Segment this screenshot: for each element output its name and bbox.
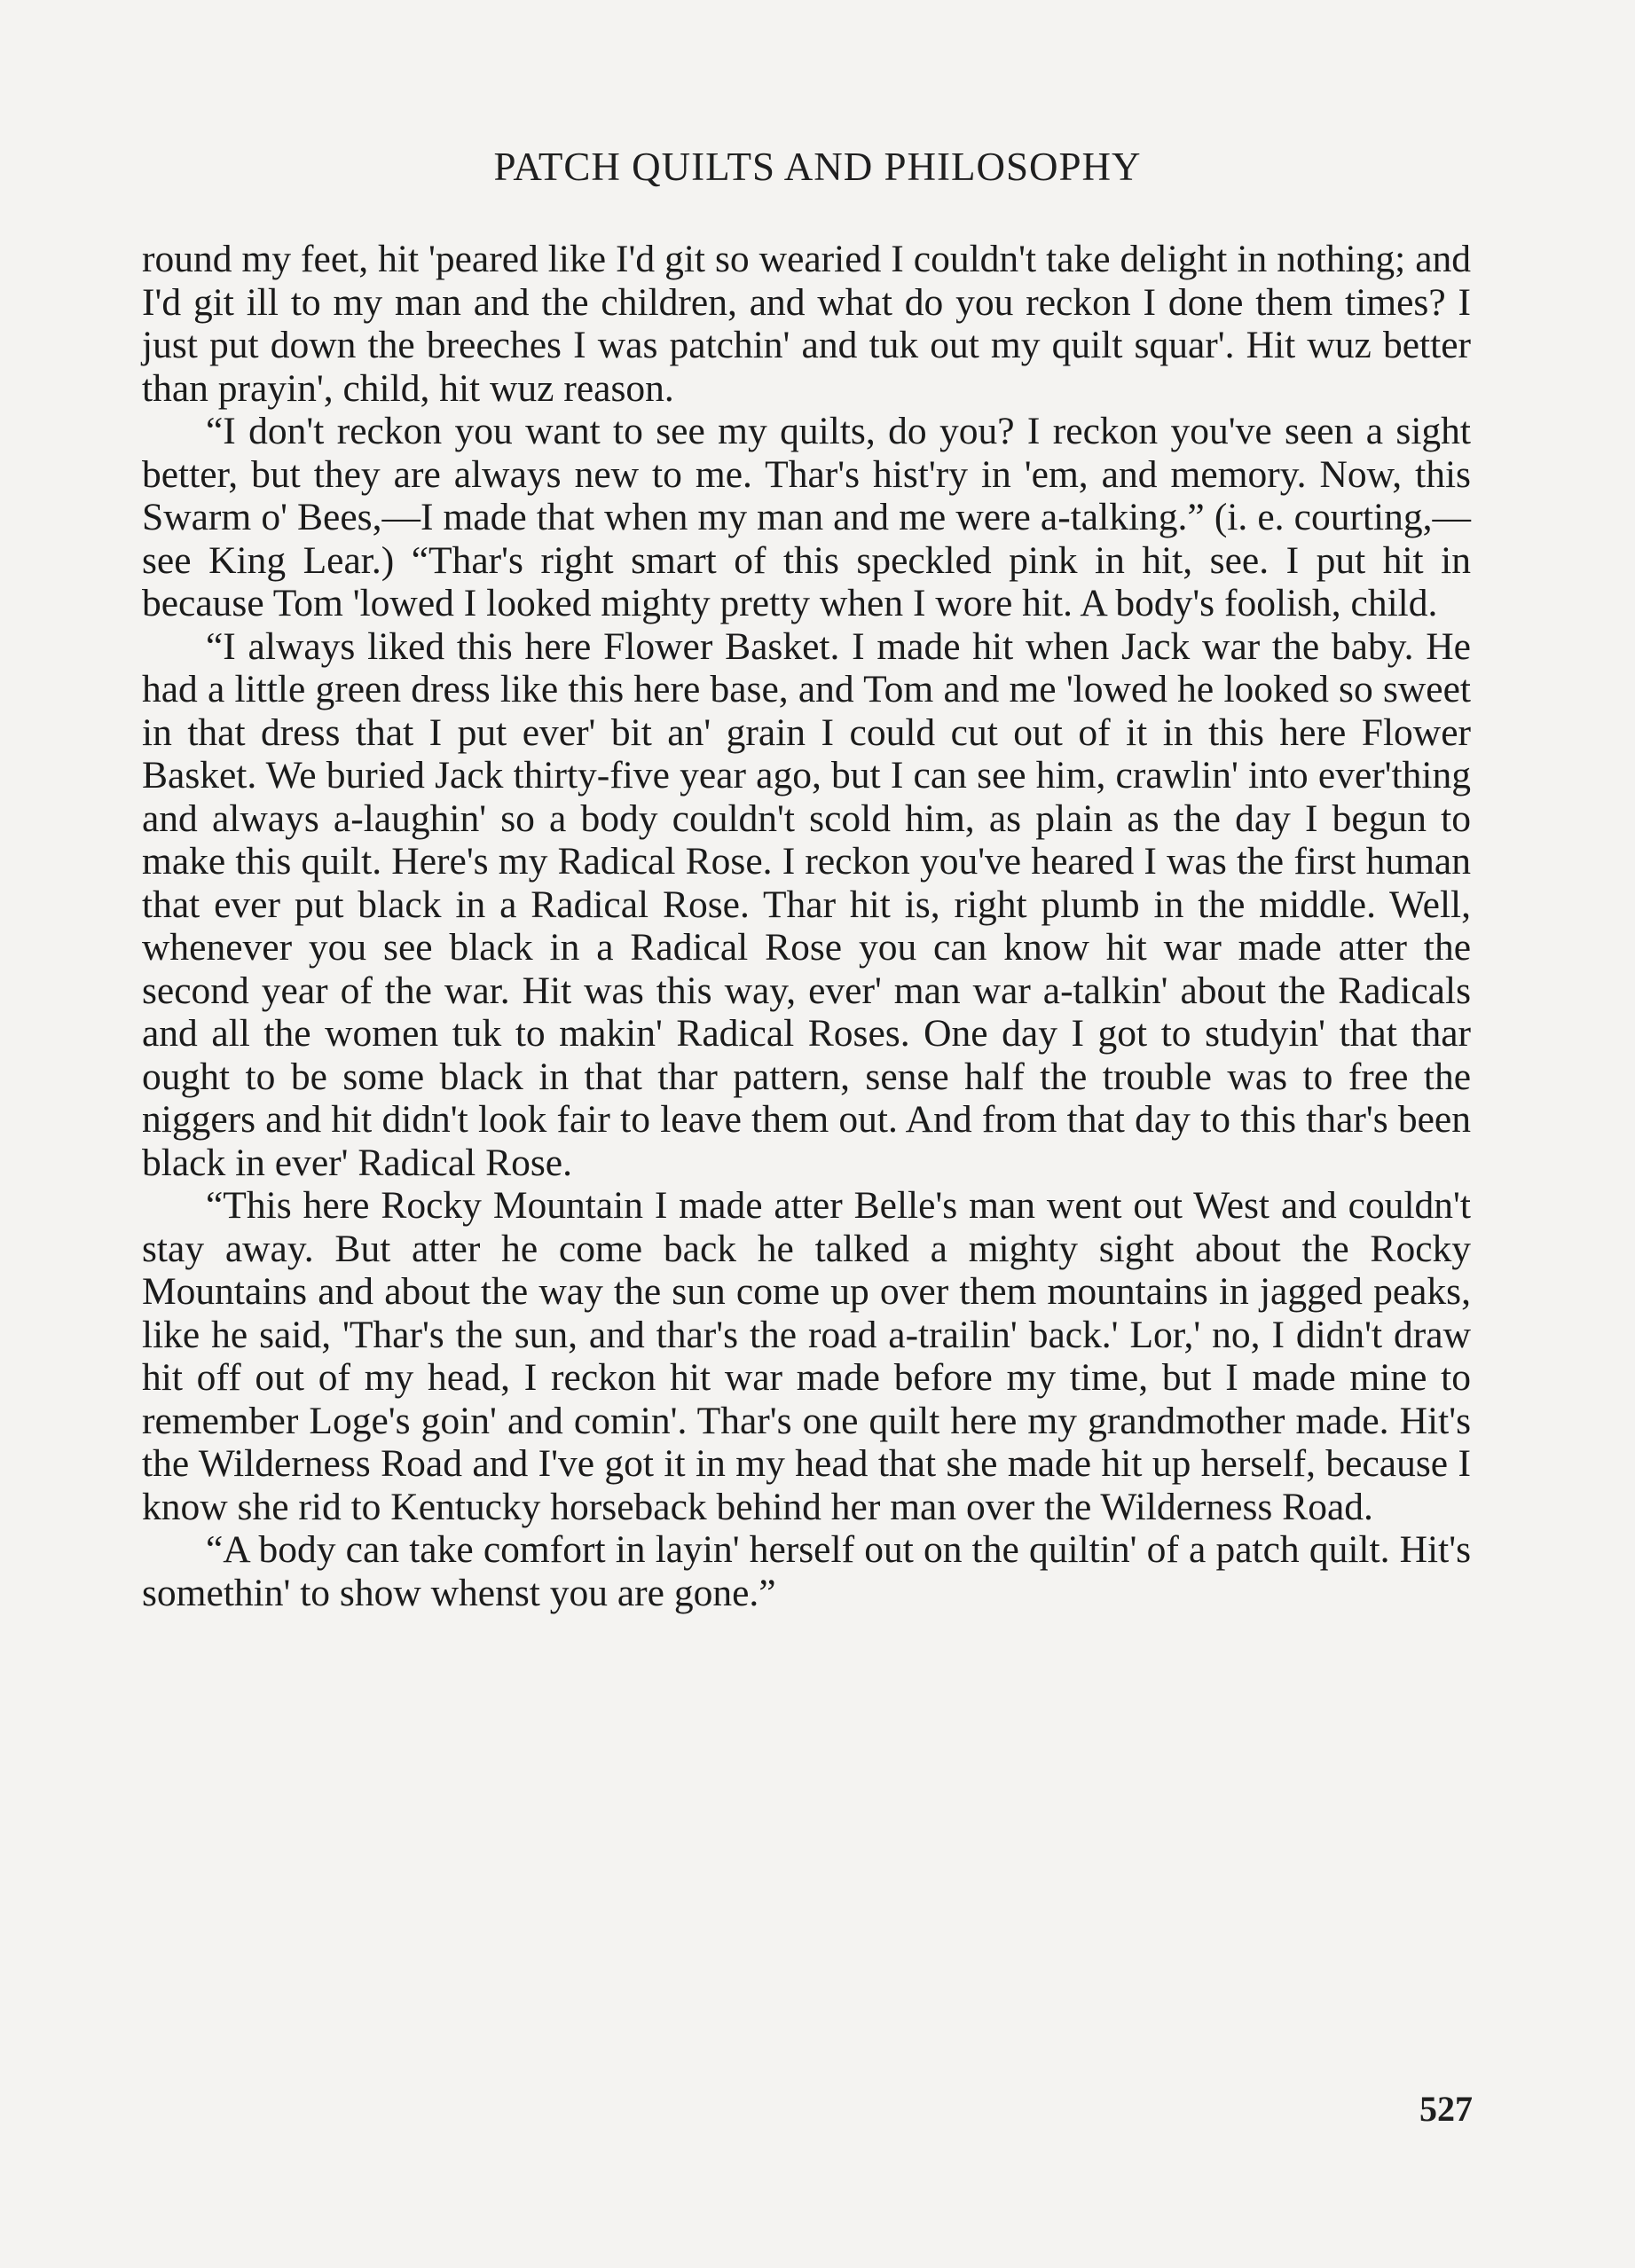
paragraph-1: round my feet, hit 'peared like I'd git so wearied I couldn't take delight in nothing; and I'd git ill to my man and the children, and what do you reckon I done them times? I just put down the breeches I was patchin' and tuk out my quilt squar'. Hit wuz better than prayin', child, hit wuz reason.: [142, 238, 1471, 410]
paragraph-5: “A body can take comfort in layin' herself out on the quiltin' of a patch quilt. Hit's somethin' to show whenst you are gone.”: [142, 1528, 1471, 1614]
paragraph-3: “I always liked this here Flower Basket. I made hit when Jack war the baby. He had a little green dress like this here base, and Tom and me 'lowed he looked so sweet in that dress that I put ever' bit an' grain I could cut out of it in this here Flower Basket. We buried Jack thirty-five year ago, but I can see him, crawlin' into ever'thing and always a-laughin' so a body couldn't scold him, as plain as the day I begun to make this quilt. Here's my Radical Rose. I reckon you've heared I was the first human that ever put black in a Radical Rose. Thar hit is, right plumb in the middle. Well, whenever you see black in a Radical Rose you can know hit war made atter the second year of the war. Hit was this way, ever' man war a-talkin' about the Radicals and all the women tuk to makin' Radical Roses. One day I got to studyin' that thar ought to be some black in that thar pattern, sense half the trouble was to free the niggers and hit didn't look fair to leave them out. And from that day to this thar's been black in ever' Radical Rose.: [142, 624, 1471, 1184]
paragraph-2: “I don't reckon you want to see my quilts, do you? I reckon you've seen a sight better, but they are always new to me. Thar's hist'ry in 'em, and memory. Now, this Swarm o' Bees,—I made that when my man and me were a-talking.” (i. e. courting,—see King Lear.) “Thar's right smart of this speckled pink in hit, see. I put hit in because Tom 'lowed I looked mighty pretty when I wore hit. A body's foolish, child.: [142, 410, 1471, 624]
running-head: PATCH QUILTS AND PHILOSOPHY: [493, 145, 1142, 189]
paragraph-4: “This here Rocky Mountain I made atter Belle's man went out West and couldn't stay away. But atter he come back he talked a mighty sight about the Rocky Mountains and about the way the sun come up over them mountains in jagged peaks, like he said, 'Thar's the sun, and thar's the road a-trailin' back.' Lor,' no, I didn't draw hit off out of my head, I reckon hit war made before my time, but I made mine to remember Loge's goin' and comin'. Thar's one quilt here my grandmother made. Hit's the Wilderness Road and I've got it in my head that she made hit up herself, because I know she rid to Kentucky horseback behind her man over the Wilderness Road.: [142, 1184, 1471, 1528]
page-number: 527: [1419, 2089, 1473, 2129]
body-text: [142, 238, 1471, 1614]
